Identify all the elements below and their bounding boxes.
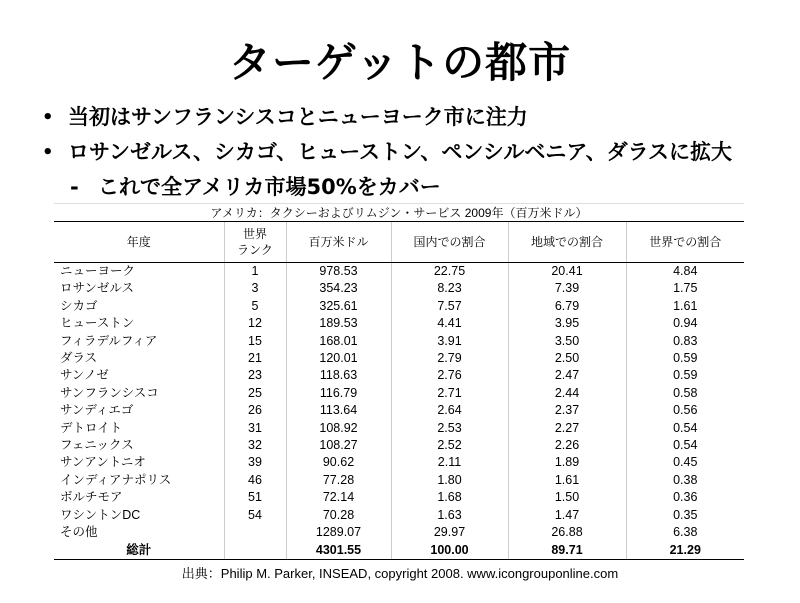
table-row <box>54 315 744 332</box>
cell-city: シカゴ <box>60 298 98 313</box>
header-million-usd: 百万米ドル <box>286 222 391 263</box>
cell-world-share: 1.75 <box>626 280 744 297</box>
cell-world-share: 0.59 <box>626 367 744 384</box>
sub-bullet-dash: - <box>70 175 79 199</box>
header-year: 年度 <box>54 222 224 263</box>
cell-million-usd: 108.27 <box>286 437 391 454</box>
cell-city: ニューヨーク <box>60 264 136 278</box>
cell-million-usd: 70.28 <box>286 507 391 524</box>
table-row <box>54 437 744 454</box>
total-usd: 4301.55 <box>286 542 391 560</box>
cell-world-share: 0.45 <box>626 454 744 471</box>
cell-regional-share: 2.44 <box>508 385 626 402</box>
cell-million-usd: 77.28 <box>286 472 391 489</box>
table-row <box>54 367 744 384</box>
cell-domestic-share: 2.76 <box>391 367 508 384</box>
cell-world-rank: 25 <box>224 385 286 402</box>
cell-city: インディアナポリス <box>60 472 172 487</box>
bullet-dot-icon: • <box>42 107 54 128</box>
cell-world-rank: 32 <box>224 437 286 454</box>
cell-domestic-share: 22.75 <box>391 263 508 281</box>
cell-regional-share: 2.47 <box>508 367 626 384</box>
cell-regional-share: 1.47 <box>508 507 626 524</box>
cell-domestic-share: 3.91 <box>391 333 508 350</box>
cell-world-share: 0.35 <box>626 507 744 524</box>
cell-world-rank: 39 <box>224 454 286 471</box>
cell-domestic-share: 8.23 <box>391 280 508 297</box>
total-domestic: 100.00 <box>391 542 508 560</box>
cell-world-rank: 31 <box>224 420 286 437</box>
cell-regional-share: 1.89 <box>508 454 626 471</box>
cell-world-rank: 5 <box>224 298 286 315</box>
header-rank-line2: ランク <box>237 243 273 257</box>
cell-world-share: 0.36 <box>626 489 744 506</box>
cell-million-usd: 120.01 <box>286 350 391 367</box>
cell-domestic-share: 2.52 <box>391 437 508 454</box>
cell-world-rank: 46 <box>224 472 286 489</box>
cell-world-rank: 15 <box>224 333 286 350</box>
table-row <box>54 472 744 489</box>
table-row <box>54 385 744 402</box>
header-rank-line1: 世界 <box>242 227 267 241</box>
cell-million-usd: 90.62 <box>286 454 391 471</box>
cell-world-share: 0.59 <box>626 350 744 367</box>
cell-million-usd: 72.14 <box>286 489 391 506</box>
header-world-share: 世界での割合 <box>626 222 744 263</box>
header-world-rank <box>224 222 286 263</box>
total-world: 21.29 <box>626 542 744 560</box>
cell-regional-share: 2.27 <box>508 420 626 437</box>
bullet-item <box>40 100 780 135</box>
total-regional: 89.71 <box>508 542 626 560</box>
cell-city: フェニックス <box>60 438 134 453</box>
cell-world-share: 0.56 <box>626 402 744 419</box>
table-row <box>54 454 744 471</box>
cell-million-usd: 168.01 <box>286 333 391 350</box>
bullet-text: ロサンゼルス、シカゴ、ヒューストン、ペンシルベニア、ダラスに拡大 <box>68 140 733 164</box>
cell-world-share: 6.38 <box>626 524 744 541</box>
cell-million-usd: 189.53 <box>286 315 391 332</box>
sub-bullet-item <box>40 170 780 205</box>
slide-title: ターゲットの都市 <box>228 38 572 87</box>
market-table <box>54 203 744 560</box>
cell-domestic-share: 4.41 <box>391 315 508 332</box>
cell-domestic-share: 1.68 <box>391 489 508 506</box>
cell-city: デトロイト <box>60 420 123 435</box>
source-note: 出典：Philip M. Parker, INSEAD, copyright 2008. www.icongrouponline.com <box>181 566 619 581</box>
cell-city: サンアントニオ <box>60 455 146 470</box>
cell-world-share: 0.83 <box>626 333 744 350</box>
cell-domestic-share: 7.57 <box>391 298 508 315</box>
cell-world-share: 0.54 <box>626 420 744 437</box>
cell-city: その他 <box>60 525 98 540</box>
cell-domestic-share: 2.53 <box>391 420 508 437</box>
table-row <box>54 298 744 315</box>
table-row <box>54 333 744 350</box>
cell-regional-share: 2.37 <box>508 402 626 419</box>
cell-world-share: 1.61 <box>626 298 744 315</box>
cell-million-usd: 1289.07 <box>286 524 391 541</box>
header-regional-share: 地域での割合 <box>508 222 626 263</box>
cell-regional-share: 3.50 <box>508 333 626 350</box>
bullet-list <box>40 100 780 205</box>
cell-domestic-share: 2.64 <box>391 402 508 419</box>
cell-city: ロサンゼルス <box>60 281 135 296</box>
cell-million-usd: 116.79 <box>286 385 391 402</box>
cell-world-rank: 51 <box>224 489 286 506</box>
table-row <box>54 420 744 437</box>
cell-domestic-share: 1.63 <box>391 507 508 524</box>
cell-city: ダラス <box>60 351 98 366</box>
cell-regional-share: 7.39 <box>508 280 626 297</box>
cell-regional-share: 2.26 <box>508 437 626 454</box>
total-label: 総計 <box>54 542 224 560</box>
cell-world-rank: 1 <box>224 263 286 281</box>
cell-world-share: 0.38 <box>626 472 744 489</box>
table-row <box>54 489 744 506</box>
cell-world-rank: 26 <box>224 402 286 419</box>
sub-bullet-text: これで全アメリカ市場50%をカバー <box>98 175 441 199</box>
cell-million-usd: 113.64 <box>286 402 391 419</box>
table-row <box>54 507 744 524</box>
cell-world-share: 0.94 <box>626 315 744 332</box>
cell-city: ボルチモア <box>60 490 123 505</box>
cell-regional-share: 3.95 <box>508 315 626 332</box>
cell-world-rank: 3 <box>224 280 286 297</box>
table-body <box>54 263 744 542</box>
cell-domestic-share: 2.79 <box>391 350 508 367</box>
cell-regional-share: 20.41 <box>508 263 626 281</box>
total-row <box>54 542 744 560</box>
table-caption: アメリカ：タクシーおよびリムジン・サービス 2009年（百万米ドル） <box>54 204 744 222</box>
cell-world-share: 0.54 <box>626 437 744 454</box>
cell-regional-share: 2.50 <box>508 350 626 367</box>
cell-regional-share: 6.79 <box>508 298 626 315</box>
cell-world-rank <box>224 524 286 541</box>
header-domestic-share: 国内での割合 <box>391 222 508 263</box>
cell-regional-share: 1.61 <box>508 472 626 489</box>
cell-million-usd: 354.23 <box>286 280 391 297</box>
cell-million-usd: 325.61 <box>286 298 391 315</box>
cell-city: サンノゼ <box>60 368 109 383</box>
cell-domestic-share: 1.80 <box>391 472 508 489</box>
cell-regional-share: 1.50 <box>508 489 626 506</box>
bullet-text: 当初はサンフランシスコとニューヨーク市に注力 <box>68 105 528 129</box>
bullet-dot-icon: • <box>42 142 54 163</box>
table-row <box>54 350 744 367</box>
bullet-item <box>40 135 780 170</box>
cell-city: サンフランシスコ <box>60 385 159 400</box>
cell-million-usd: 108.92 <box>286 420 391 437</box>
table-row <box>54 280 744 297</box>
cell-world-rank: 21 <box>224 350 286 367</box>
cell-world-rank: 12 <box>224 315 286 332</box>
cell-world-rank: 54 <box>224 507 286 524</box>
cell-city: ヒューストン <box>60 316 135 331</box>
cell-domestic-share: 2.71 <box>391 385 508 402</box>
cell-million-usd: 118.63 <box>286 367 391 384</box>
cell-world-share: 0.58 <box>626 385 744 402</box>
total-rank <box>224 542 286 560</box>
cell-world-rank: 23 <box>224 367 286 384</box>
table-row <box>54 263 744 281</box>
cell-world-share: 4.84 <box>626 263 744 281</box>
cell-city: ワシントンDC <box>60 507 141 522</box>
cell-city: フィラデルフィア <box>60 333 158 348</box>
cell-domestic-share: 29.97 <box>391 524 508 541</box>
table-row <box>54 402 744 419</box>
cell-city: サンディエゴ <box>60 403 134 418</box>
cell-domestic-share: 2.11 <box>391 454 508 471</box>
cell-regional-share: 26.88 <box>508 524 626 541</box>
table-row <box>54 524 744 541</box>
cell-million-usd: 978.53 <box>286 263 391 281</box>
